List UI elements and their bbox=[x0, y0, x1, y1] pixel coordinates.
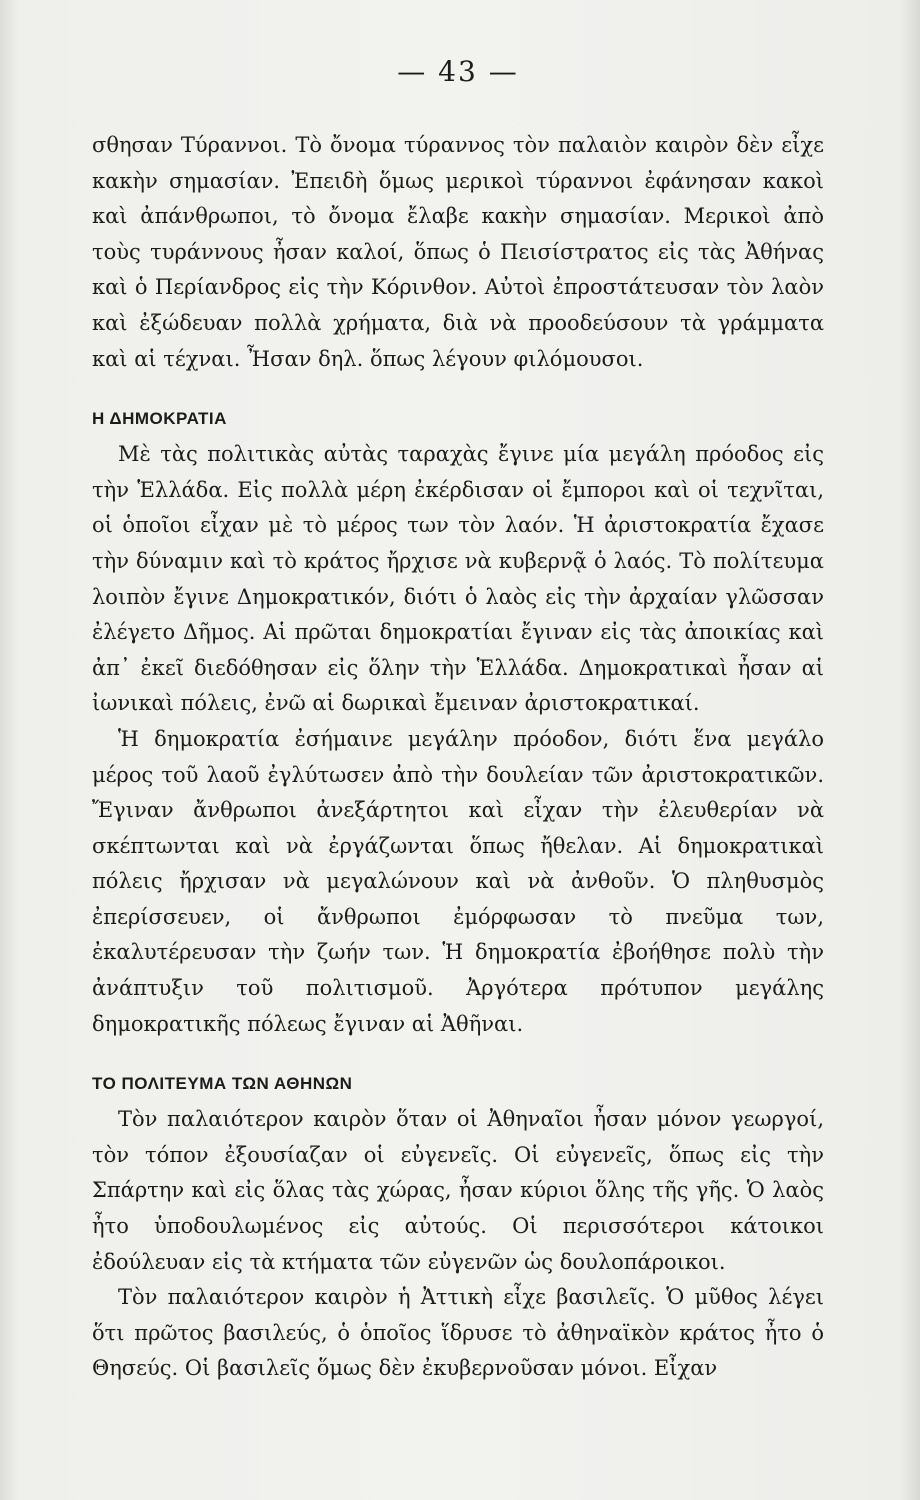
paragraph-tyrants: σθησαν Τύραννοι. Τὸ ὄνομα τύραννος τὸν παλαιὸν καιρὸν δὲν εἶχε κακὴν σημασίαν. Ἐπειδὴ ὅμως μερικοὶ τύραννοι ἐφάνησαν κακοὶ καὶ ἀπάνθρωποι, τὸ ὄνομα ἔλαβε κακὴν σημασίαν. Μερικοὶ ἀπὸ τοὺς τυράννους ἦσαν καλοί, ὅπως ὁ Πεισίστρατος εἰς τὰς Ἀθήνας καὶ ὁ Περίανδρος εἰς τὴν Κόρινθον. Αὐτοὶ ἐπροστάτευσαν τὸν λαὸν καὶ ἐξώδευαν πολλὰ χρήματα, διὰ νὰ προοδεύσουν τὰ γράμματα καὶ αἱ τέχναι. Ἦσαν δηλ. ὅπως λέγουν φιλόμουσοι. bbox=[92, 133, 824, 371]
paragraph-democracy-1: Μὲ τὰς πολιτικὰς αὐτὰς ταραχὰς ἔγινε μία μεγάλη πρόοδος εἰς τὴν Ἑλλάδα. Εἰς πολλὰ μέρη ἐκέρδισαν οἱ ἔμποροι καὶ οἱ τεχνῖται, οἱ ὁποῖοι εἶχαν μὲ τὸ μέρος των τὸν λαόν. Ἡ ἀριστοκρατία ἔχασε τὴν δύναμιν καὶ τὸ κράτος ἤρχισε νὰ κυβερνᾷ ὁ λαός. Τὸ πολίτευμα λοιπὸν ἔγινε Δημοκρατικόν, διότι ὁ λαὸς εἰς τὴν ἀρχαίαν γλῶσσαν ἐλέγετο Δῆμος. Αἱ πρῶται δημοκρατίαι ἔγιναν εἰς τὰς ἀποικίας καὶ ἀπ᾿ ἐκεῖ διεδόθησαν εἰς ὅλην τὴν Ἑλλάδα. Δημοκρατικαὶ ἦσαν αἱ ἰωνικαὶ πόλεις, ἐνῶ αἱ δωρικαὶ ἔμειναν ἀριστοκρατικαί. bbox=[92, 442, 824, 716]
heading-democracy: Η ΔΗΜΟΚΡΑΤΙΑ bbox=[92, 409, 227, 429]
page-number: — 43 — bbox=[397, 55, 519, 88]
page-content bbox=[92, 50, 824, 1387]
heading-athens-constitution: ΤΟ ΠΟΛΙΤΕΥΜΑ ΤΩΝ ΑΘΗΝΩΝ bbox=[92, 1074, 353, 1094]
paragraph-democracy-2: Ἡ δημοκρατία ἐσήμαινε μεγάλην πρόοδον, διότι ἕνα μεγάλο μέρος τοῦ λαοῦ ἐγλύτωσεν ἀπὸ τὴν δουλείαν τῶν ἀριστοκρατικῶν. Ἔγιναν ἄνθρωποι ἀνεξάρτητοι καὶ εἶχαν τὴν ἐλευθερίαν νὰ σκέπτωνται καὶ νὰ ἐργάζωνται ὅπως ἤθελαν. Αἱ δημοκρατικαὶ πόλεις ἤρχισαν νὰ μεγαλώνουν καὶ νὰ ἀνθοῦν. Ὁ πληθυσμὸς ἐπερίσσευεν, οἱ ἄνθρωποι ἐμόρφωσαν τὸ πνεῦμα των, ἐκαλυτέρευσαν τὴν ζωήν των. Ἡ δημοκρατία ἐβοήθησε πολὺ τὴν ἀνάπτυξιν τοῦ πολιτισμοῦ. Ἀργότερα πρότυπον μεγάλης δημοκρατικῆς πόλεως ἔγιναν αἱ Ἀθῆναι. bbox=[92, 726, 824, 1036]
paragraph-athens-2: Τὸν παλαιότερον καιρὸν ἡ Ἀττικὴ εἶχε βασιλεῖς. Ὁ μῦθος λέγει ὅτι πρῶτος βασιλεύς, ὁ ὁποῖος ἵδρυσε τὸ ἀθηναϊκὸν κράτος ἦτο ὁ Θησεύς. Οἱ βασιλεῖς ὅμως δὲν ἐκυβερνοῦσαν μόνοι. Εἶχαν bbox=[92, 1285, 824, 1381]
paragraph-athens-1: Τὸν παλαιότερον καιρὸν ὅταν οἱ Ἀθηναῖοι ἦσαν μόνον γεωργοί, τὸν τόπον ἐξουσίαζαν οἱ εὐγενεῖς. Οἱ εὐγενεῖς, ὅπως εἰς τὴν Σπάρτην καὶ εἰς ὅλας τὰς χώρας, ἦσαν κύριοι ὅλης τῆς γῆς. Ὁ λαὸς ἦτο ὑποδουλωμένος εἰς αὐτούς. Οἱ περισσότεροι κάτοικοι ἐδούλευαν εἰς τὰ κτήματα τῶν εὐγενῶν ὡς δουλοπάροικοι. bbox=[92, 1107, 824, 1274]
